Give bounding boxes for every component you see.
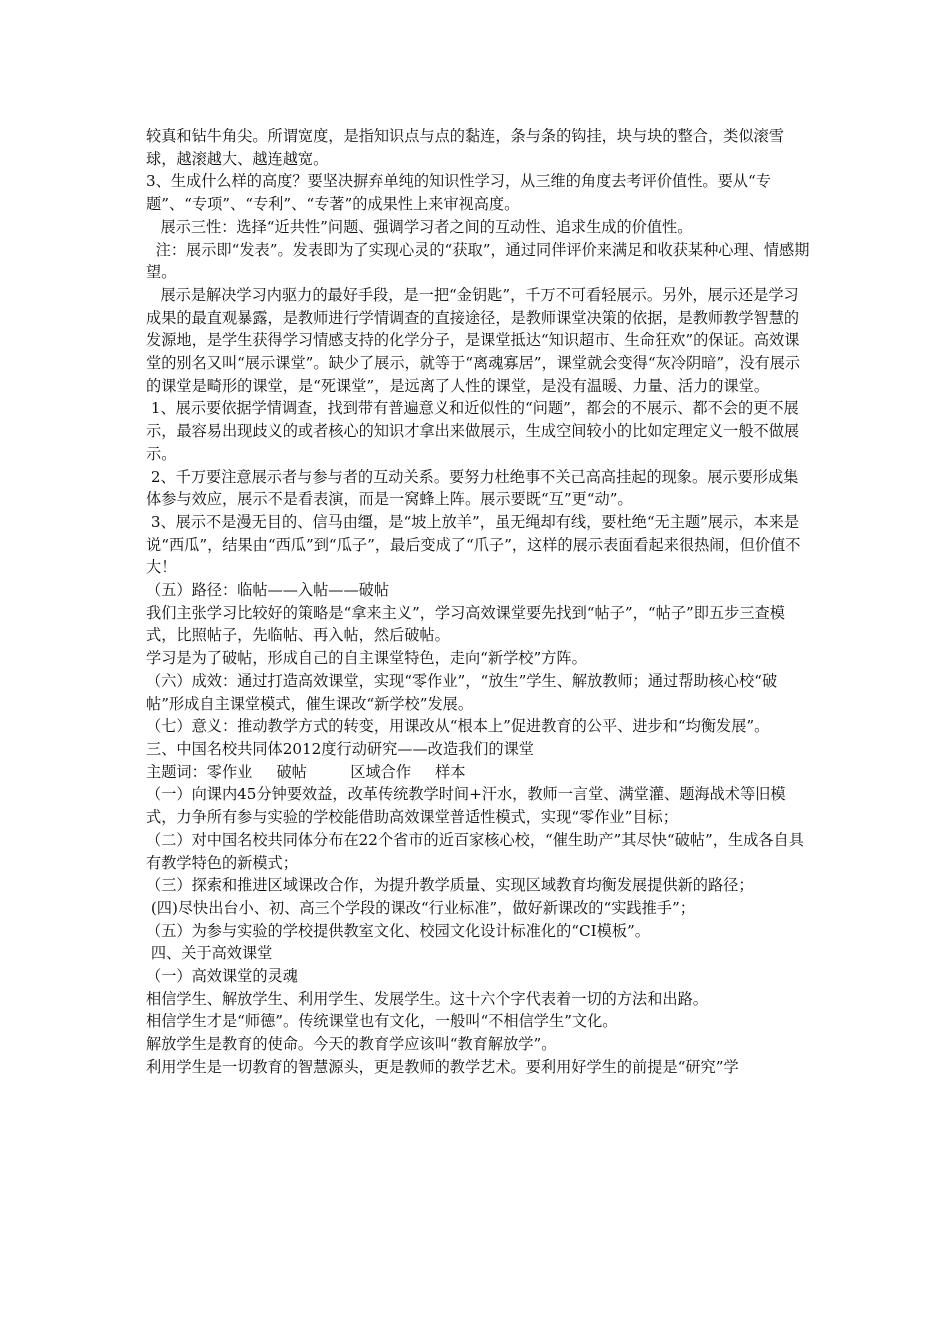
paragraph-8: 3、展示不是漫无目的、信马由缰，是“坡上放羊”，虽无绳却有线，要杜绝“无主题”展示，本来是说“西瓜”，结果由“西瓜”到“瓜子”，最后变成了“爪子”，这样的展示表面看起来很热闹，但价值不大！	[146, 512, 801, 577]
paragraph-26: 利用学生是一切教育的智慧源头，更是教师的教学艺术。要利用好学生的前提是“研究”学	[146, 1057, 739, 1076]
paragraph-6: 1、展示要依据学情调查，找到带有普遍意义和近似性的“问题”，都会的不展示、都不会的更不展示，最容易出现歧义的或者核心的知识才拿出来做展示，生成空间较小的比如定理定义一般不做展示。	[146, 399, 800, 463]
paragraph-4: 注：展示即“发表”。发表即为了实现心灵的“获取”，通过同伴评价来满足和收获某种心理、情感期望。	[146, 240, 810, 282]
item-four: (四)尽快出台小、初、高三个学段的课改“行业标准”，做好新课改的“实践推手”；	[146, 898, 695, 917]
paragraph-2: 3、生成什么样的高度？要坚决摒弃单纯的知识性学习，从三维的角度去考评价值性。要从“专题”、“专项”、“专利”、“专著”的成果性上来审视高度。	[146, 172, 771, 214]
item-one: （一）向课内45分钟要效益，改革传统教学时间+汗水，教师一言堂、满堂灌、题海战术等旧模式，力争所有参与实验的学校能借助高效课堂普适性模式，实现“零作业”目标；	[146, 785, 786, 827]
item-two: （二）对中国名校共同体分布在22个省市的近百家核心校，“催生助产”其尽快“破帖”，生成各自具有教学特色的新模式；	[146, 830, 804, 872]
paragraph-10: 我们主张学习比较好的策略是“拿来主义”，学习高效课堂要先找到“帖子”，“帖子”即五步三查模式，比照帖子，先临帖、再入帖，然后破帖。	[146, 603, 785, 645]
section-results: （六）成效：通过打造高效课堂，实现“零作业”，“放生”学生、解放教师；通过帮助核心校“破帖”形成自主课堂模式，催生课改“新学校”发展。	[146, 671, 778, 713]
paragraph-7: 2、千万要注意展示者与参与者的互动关系。要努力杜绝事不关己高高挂起的现象。展示要形成集体参与效应，展示不是看表演，而是一窝蜂上阵。展示要既“互”更“动”。	[146, 467, 799, 509]
subsection-soul-heading: （一）高效课堂的灵魂	[146, 967, 298, 986]
paragraph-23: 相信学生、解放学生、利用学生、发展学生。这十六个字代表着一切的方法和出路。	[146, 989, 708, 1008]
item-three: （三）探索和推进区域课改合作，为提升教学质量、实现区域教育均衡发展提供新的路径；	[146, 876, 754, 895]
paragraph-11: 学习是为了破帖，形成自己的自主课堂特色，走向“新学校”方阵。	[146, 649, 587, 668]
document-body	[146, 125, 810, 1079]
item-five: （五）为参与实验的学校提供教室文化、校园文化设计标准化的“CI模板”。	[146, 921, 650, 940]
keywords-line: 主题词：零作业 破帖 区域合作 样本	[146, 762, 466, 781]
section-meaning: （七）意义：推动教学方式的转变，用课改从“根本上”促进教育的公平、进步和“均衡发展”。	[146, 717, 770, 736]
paragraph-5: 展示是解决学习内驱力的最好手段，是一把“金钥匙”，千万不可看轻展示。另外，展示还是学习成果的最直观暴露，是教师进行学情调查的直接途径，是教师课堂决策的依据，是教师教学智慧的发源地，是学生获得学习情感支持的化学分子，是课堂抵达“知识超市、生命狂欢”的保证。高效课堂的别名又叫“展示课堂”。缺少了展示，就等于“离魂寡居”，课堂就会变得“灰冷阴暗”，没有展示的课堂是畸形的课堂，是“死课堂”，是远离了人性的课堂，是没有温暖、力量、活力的课堂。	[146, 285, 801, 395]
paragraph-25: 解放学生是教育的使命。今天的教育学应该叫“教育解放学”。	[146, 1035, 557, 1054]
section-four-heading: 四、关于高效课堂	[146, 944, 273, 963]
section-path-heading: （五）路径：临帖——入帖——破帖	[146, 581, 389, 600]
section-three-heading: 三、中国名校共同体2012度行动研究——改造我们的课堂	[146, 739, 534, 758]
paragraph-1: 较真和钻牛角尖。所谓宽度，是指知识点与点的黏连，条与条的钩挂，块与块的整合，类似滚雪球，越滚越大、越连越宽。	[146, 127, 784, 168]
paragraph-3: 展示三性：选择“近共性”问题、强调学习者之间的互动性、追求生成的价值性。	[146, 217, 693, 236]
paragraph-24: 相信学生才是“师德”。传统课堂也有文化，一般叫“不相信学生”文化。	[146, 1012, 618, 1031]
